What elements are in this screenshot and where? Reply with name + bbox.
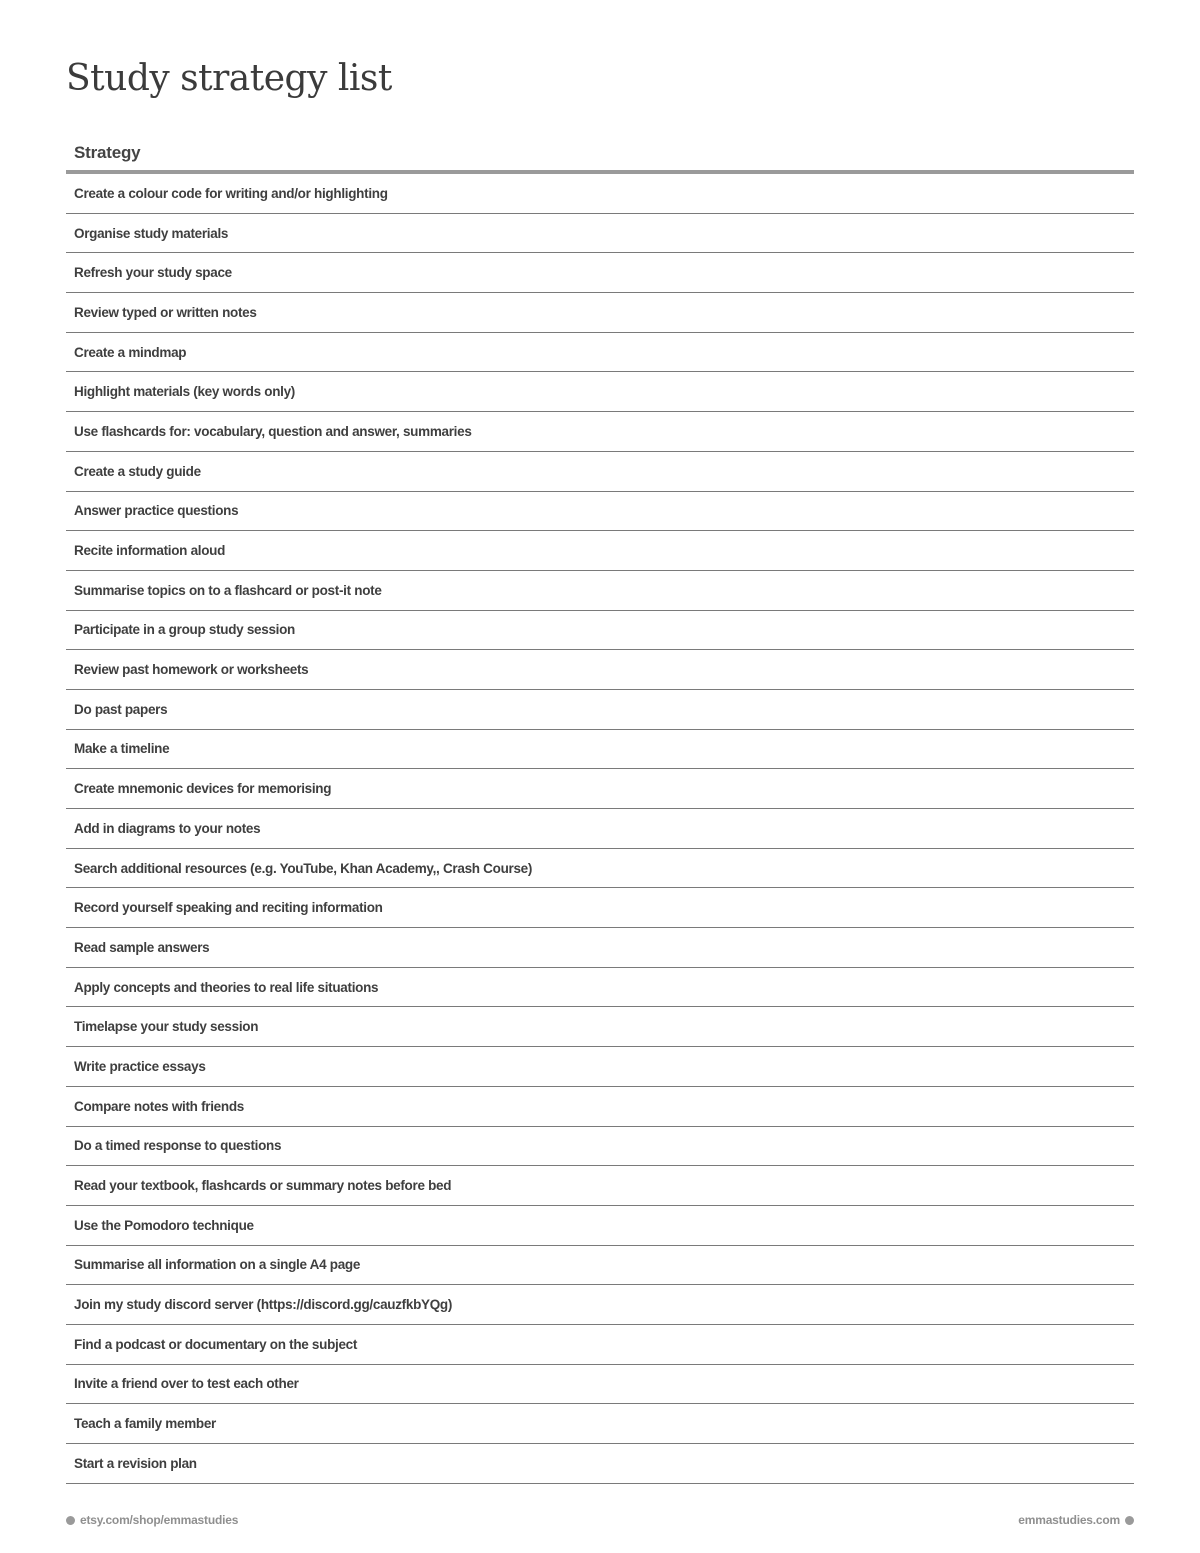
table-row bbox=[66, 174, 1134, 214]
strategy-text: Highlight materials (key words only) bbox=[74, 384, 295, 400]
table-header bbox=[66, 136, 1134, 174]
strategy-text: Use the Pomodoro technique bbox=[74, 1217, 254, 1233]
column-header-strategy: Strategy bbox=[74, 143, 141, 162]
strategy-text: Create a mindmap bbox=[74, 344, 187, 360]
strategy-text: Do past papers bbox=[74, 701, 168, 717]
table-row bbox=[66, 849, 1134, 889]
table-row bbox=[66, 412, 1134, 452]
table-row bbox=[66, 1206, 1134, 1246]
table-row bbox=[66, 730, 1134, 770]
strategy-text: Organise study materials bbox=[74, 225, 229, 241]
strategy-text: Do a timed response to questions bbox=[74, 1138, 282, 1154]
table-row bbox=[66, 452, 1134, 492]
table-row bbox=[66, 809, 1134, 849]
table-row bbox=[66, 531, 1134, 571]
footer-right bbox=[1018, 1513, 1134, 1527]
strategy-text: Create a colour code for writing and/or highlighting bbox=[74, 185, 388, 201]
footer-left bbox=[66, 1513, 238, 1527]
strategy-text: Read your textbook, flashcards or summary notes before bed bbox=[74, 1178, 452, 1194]
strategy-text: Invite a friend over to test each other bbox=[74, 1376, 299, 1392]
table-row bbox=[66, 1285, 1134, 1325]
table-row bbox=[66, 1007, 1134, 1047]
strategy-text: Use flashcards for: vocabulary, question and answer, summaries bbox=[74, 423, 472, 439]
strategy-table bbox=[66, 136, 1134, 1484]
table-row bbox=[66, 690, 1134, 730]
table-row bbox=[66, 1047, 1134, 1087]
strategy-text: Find a podcast or documentary on the subject bbox=[74, 1336, 358, 1352]
strategy-text: Write practice essays bbox=[74, 1058, 206, 1074]
strategy-text: Summarise topics on to a flashcard or post-it note bbox=[74, 582, 382, 598]
table-row bbox=[66, 253, 1134, 293]
strategy-text: Teach a family member bbox=[74, 1416, 217, 1432]
strategy-text: Review past homework or worksheets bbox=[74, 662, 309, 678]
table-row bbox=[66, 372, 1134, 412]
table-row bbox=[66, 650, 1134, 690]
strategy-text: Search additional resources (e.g. YouTube, Khan Academy,, Crash Course) bbox=[74, 860, 533, 876]
table-row bbox=[66, 333, 1134, 373]
page-title: Study strategy list bbox=[66, 58, 392, 99]
table-row bbox=[66, 1246, 1134, 1286]
footer-shop-link[interactable]: etsy.com/shop/emmastudies bbox=[80, 1513, 239, 1527]
table-row bbox=[66, 1127, 1134, 1167]
table-row bbox=[66, 769, 1134, 809]
strategy-text: Join my study discord server (https://discord.gg/cauzfkbYQg) bbox=[74, 1297, 453, 1313]
dot-icon bbox=[66, 1516, 75, 1525]
table-row bbox=[66, 968, 1134, 1008]
footer bbox=[66, 1511, 1134, 1529]
table-row bbox=[66, 293, 1134, 333]
strategy-text: Record yourself speaking and reciting information bbox=[74, 900, 383, 916]
footer-website-link[interactable]: emmastudies.com bbox=[1018, 1513, 1120, 1527]
table-row bbox=[66, 1444, 1134, 1484]
table-row bbox=[66, 571, 1134, 611]
table-row bbox=[66, 1087, 1134, 1127]
strategy-text: Timelapse your study session bbox=[74, 1019, 259, 1035]
strategy-text: Make a timeline bbox=[74, 741, 170, 757]
strategy-text: Review typed or written notes bbox=[74, 304, 257, 320]
table-row bbox=[66, 492, 1134, 532]
table-row bbox=[66, 1365, 1134, 1405]
table-row bbox=[66, 1404, 1134, 1444]
table-row bbox=[66, 928, 1134, 968]
strategy-text: Recite information aloud bbox=[74, 543, 226, 559]
strategy-text: Apply concepts and theories to real life situations bbox=[74, 979, 379, 995]
table-row bbox=[66, 611, 1134, 651]
table-row bbox=[66, 888, 1134, 928]
strategy-text: Participate in a group study session bbox=[74, 622, 296, 638]
strategy-text: Start a revision plan bbox=[74, 1455, 197, 1471]
strategy-text: Add in diagrams to your notes bbox=[74, 820, 261, 836]
strategy-text: Read sample answers bbox=[74, 939, 210, 955]
strategy-text: Create a study guide bbox=[74, 463, 201, 479]
strategy-text: Create mnemonic devices for memorising bbox=[74, 781, 332, 797]
strategy-text: Compare notes with friends bbox=[74, 1098, 244, 1114]
strategy-text: Refresh your study space bbox=[74, 265, 232, 281]
strategy-text: Answer practice questions bbox=[74, 503, 239, 519]
table-row bbox=[66, 1166, 1134, 1206]
table-row bbox=[66, 214, 1134, 254]
dot-icon bbox=[1125, 1516, 1134, 1525]
table-row bbox=[66, 1325, 1134, 1365]
strategy-text: Summarise all information on a single A4 page bbox=[74, 1257, 361, 1273]
table-body bbox=[66, 174, 1134, 1484]
